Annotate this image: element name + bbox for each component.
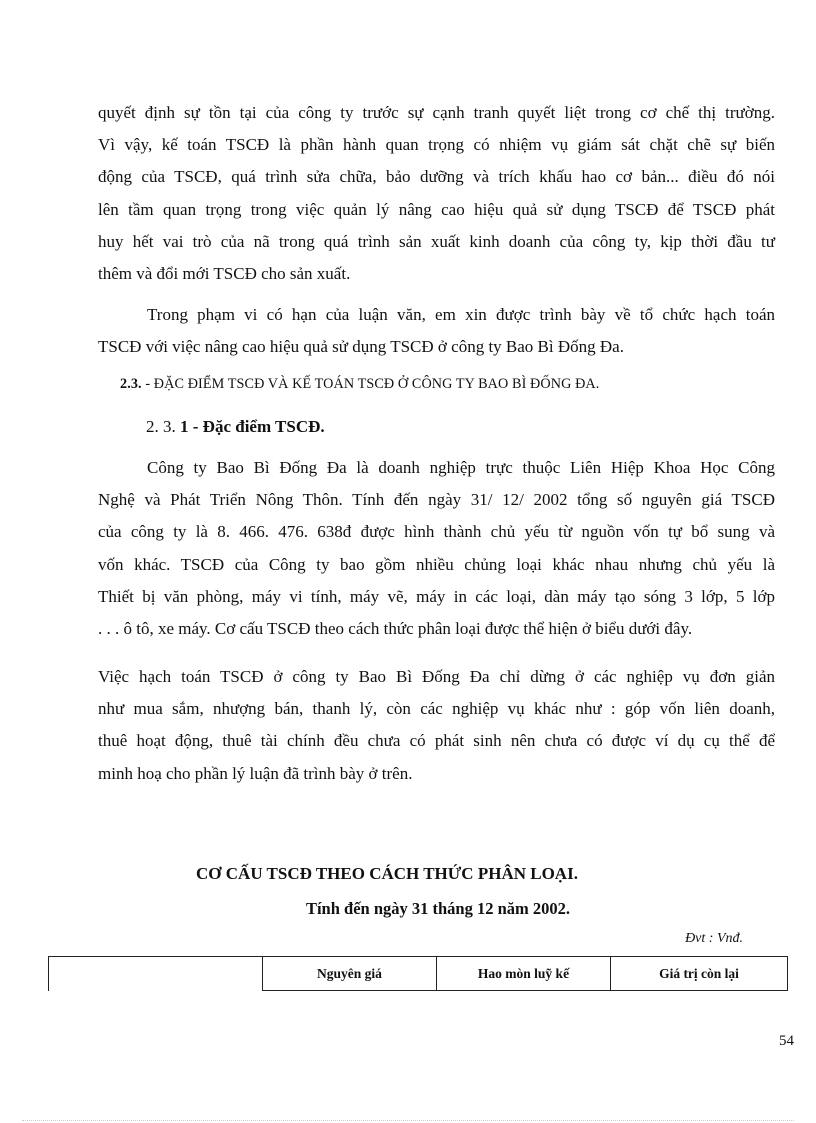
section-heading-number: 2.3.	[120, 376, 142, 392]
paragraph-3-line: Thiết bị văn phòng, máy vi tính, máy vẽ, máy in các loại, dàn máy tạo sóng 3 lớp, 5 lớp	[98, 586, 775, 606]
paragraph-1	[98, 97, 775, 290]
table-subtitle: Tính đến ngày 31 tháng 12 năm 2002.	[305, 899, 571, 918]
paragraph-3	[98, 452, 775, 645]
paragraph-3-line: của công ty là 8. 466. 476. 638đ được hình thành chủ yếu từ nguồn vốn tự bổ sung và	[98, 522, 775, 542]
paragraph-1-line: thêm và đổi mới TSCĐ cho sản xuất.	[98, 264, 351, 284]
table-header-cell: Hao mòn luỹ kế	[437, 957, 611, 991]
paragraph-3-line: Công ty Bao Bì Đống Đa là doanh nghiệp trực thuộc Liên Hiệp Khoa Học Công	[147, 458, 775, 477]
paragraph-2-line: Trong phạm vi có hạn của luận văn, em xin được trình bày về tổ chức hạch toán	[147, 305, 775, 324]
page-number: 54	[779, 1033, 794, 1049]
subsection-heading-text: 1 - Đặc điểm TSCĐ.	[180, 417, 325, 436]
table-header-row	[49, 957, 788, 991]
paragraph-1-line: lên tầm quan trọng trong việc quản lý nâng cao hiệu quả sử dụng TSCĐ để TSCĐ phát	[98, 199, 775, 219]
paragraph-1-line: huy hết vai trò của nã trong quá trình sản xuất kinh doanh của công ty, kịp thời đầu tư	[98, 231, 775, 251]
table-title: CƠ CẤU TSCĐ THEO CÁCH THỨC PHÂN LOẠI.	[196, 864, 578, 883]
page-bottom-rule	[22, 1120, 794, 1121]
subsection-heading-number: 2. 3.	[146, 417, 180, 436]
table-header-cell	[49, 957, 263, 991]
paragraph-3-line: Nghệ và Phát Triển Nông Thôn. Tính đến ngày 31/ 12/ 2002 tổng số nguyên giá TSCĐ	[98, 490, 775, 510]
paragraph-2-line: TSCĐ với việc nâng cao hiệu quả sử dụng TSCĐ ở công ty Bao Bì Đống Đa.	[98, 337, 624, 357]
paragraph-4-line: Việc hạch toán TSCĐ ở công ty Bao Bì Đống Đa chỉ dừng ở các nghiệp vụ đơn giản	[98, 667, 775, 686]
table-header-cell: Giá trị còn lại	[611, 957, 788, 991]
paragraph-3-line: vốn khác. TSCĐ của Công ty bao gồm nhiều chủng loại khác nhau nhưng chủ yếu là	[98, 554, 775, 574]
paragraph-4	[98, 661, 775, 790]
paragraph-4-line: minh hoạ cho phần lý luận đã trình bày ở trên.	[98, 763, 413, 783]
paragraph-4-line: như mua sắm, nhượng bán, thanh lý, còn các nghiệp vụ khác như : góp vốn liên doanh,	[98, 699, 775, 719]
paragraph-4-line: thuê hoạt động, thuê tài chính đều chưa có phát sinh nên chưa có được ví dụ cụ thể để	[98, 731, 775, 751]
paragraph-2	[98, 299, 775, 363]
subsection-heading	[146, 417, 325, 437]
paragraph-1-line: động của TSCĐ, quá trình sửa chữa, bảo dưỡng và trích khấu hao cơ bản... điều đó nói	[98, 167, 775, 187]
unit-label: Đvt : Vnđ.	[685, 931, 743, 946]
asset-structure-table	[48, 956, 788, 991]
paragraph-1-line: Vì vậy, kế toán TSCĐ là phần hành quan trọng có nhiệm vụ giám sát chặt chẽ sự biến	[98, 135, 775, 155]
paragraph-3-line: . . . ô tô, xe máy. Cơ cấu TSCĐ theo cách thức phân loại được thể hiện ở biểu dưới đây.	[98, 619, 693, 639]
section-heading	[120, 376, 599, 393]
section-heading-text: - ĐẶC ĐIỂM TSCĐ VÀ KẾ TOÁN TSCĐ Ở CÔNG TY BAO BÌ ĐỐNG ĐA.	[141, 376, 600, 392]
paragraph-1-line: quyết định sự tồn tại của công ty trước sự cạnh tranh quyết liệt trong cơ chế thị trường.	[98, 103, 775, 122]
table-header-cell: Nguyên giá	[263, 957, 437, 991]
